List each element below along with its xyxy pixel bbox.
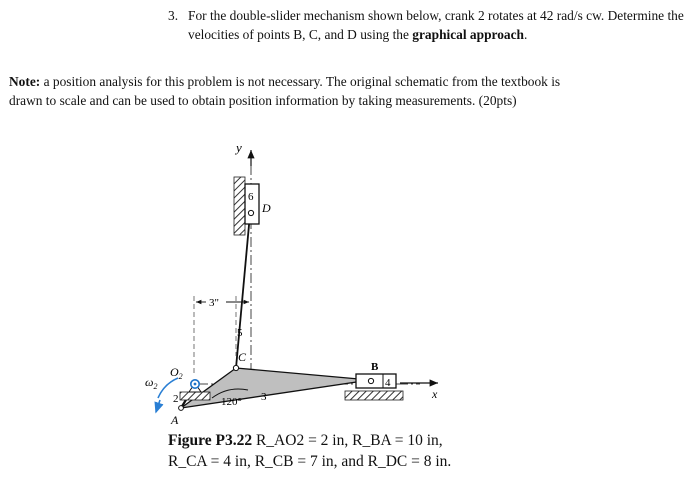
link-3-triangle: [181, 368, 370, 408]
dimension-label: 3": [209, 297, 219, 309]
caption-line-1: Figure P3.22 R_AO2 = 2 in, R_BA = 10 in,: [168, 432, 443, 449]
pin-A: [179, 406, 184, 411]
note-line-1: Note: a position analysis for this problem is not necessary. The original schematic from the textbook is: [9, 74, 561, 89]
pin-D: [248, 210, 253, 215]
slider-6: [245, 184, 259, 224]
point-D-label: D: [262, 201, 271, 215]
omega-label: $\omega_2$: [145, 375, 158, 391]
point-O2-label: $O_2$: [170, 365, 183, 381]
link-5-label: 5: [237, 327, 243, 339]
problem-line-2: velocities of points B, C, and D using the graphical approach.: [188, 27, 528, 42]
link-6-label: 6: [248, 191, 254, 203]
link-4-label: 4: [385, 377, 391, 389]
point-C-label: C: [238, 350, 247, 364]
pin-C: [233, 365, 238, 370]
ground-horizontal: [345, 391, 403, 400]
point-A-label: A: [171, 413, 179, 427]
note-line-2: drawn to scale and can be used to obtain position information by taking measurements. (20pts): [9, 93, 517, 108]
pin-O2-center: [194, 383, 197, 386]
angle-label: 120°: [221, 396, 242, 408]
problem-number: 3.: [168, 8, 179, 23]
problem-line-1: For the double-slider mechanism shown below, crank 2 rotates at 42 rad/s cw. Determine the: [188, 8, 684, 23]
caption-figure-label: Figure P3.22: [168, 432, 253, 449]
note-label: Note:: [9, 74, 41, 89]
link-5: [236, 214, 250, 368]
y-axis-label: y: [236, 140, 242, 155]
ground-pivot-O2: [180, 392, 210, 400]
caption-line-2: R_CA = 4 in, R_CB = 7 in, and R_DC = 8 in.: [168, 453, 452, 470]
point-B-label: B: [371, 361, 379, 373]
x-axis-label: x: [432, 387, 438, 401]
link-2-label: 2: [173, 393, 179, 405]
graphical-approach-emphasis: graphical approach: [412, 27, 525, 42]
pin-B: [368, 378, 373, 383]
ground-vertical: [234, 177, 245, 235]
link-3-label: 3: [261, 391, 267, 403]
omega-arrow-icon: [156, 400, 160, 412]
